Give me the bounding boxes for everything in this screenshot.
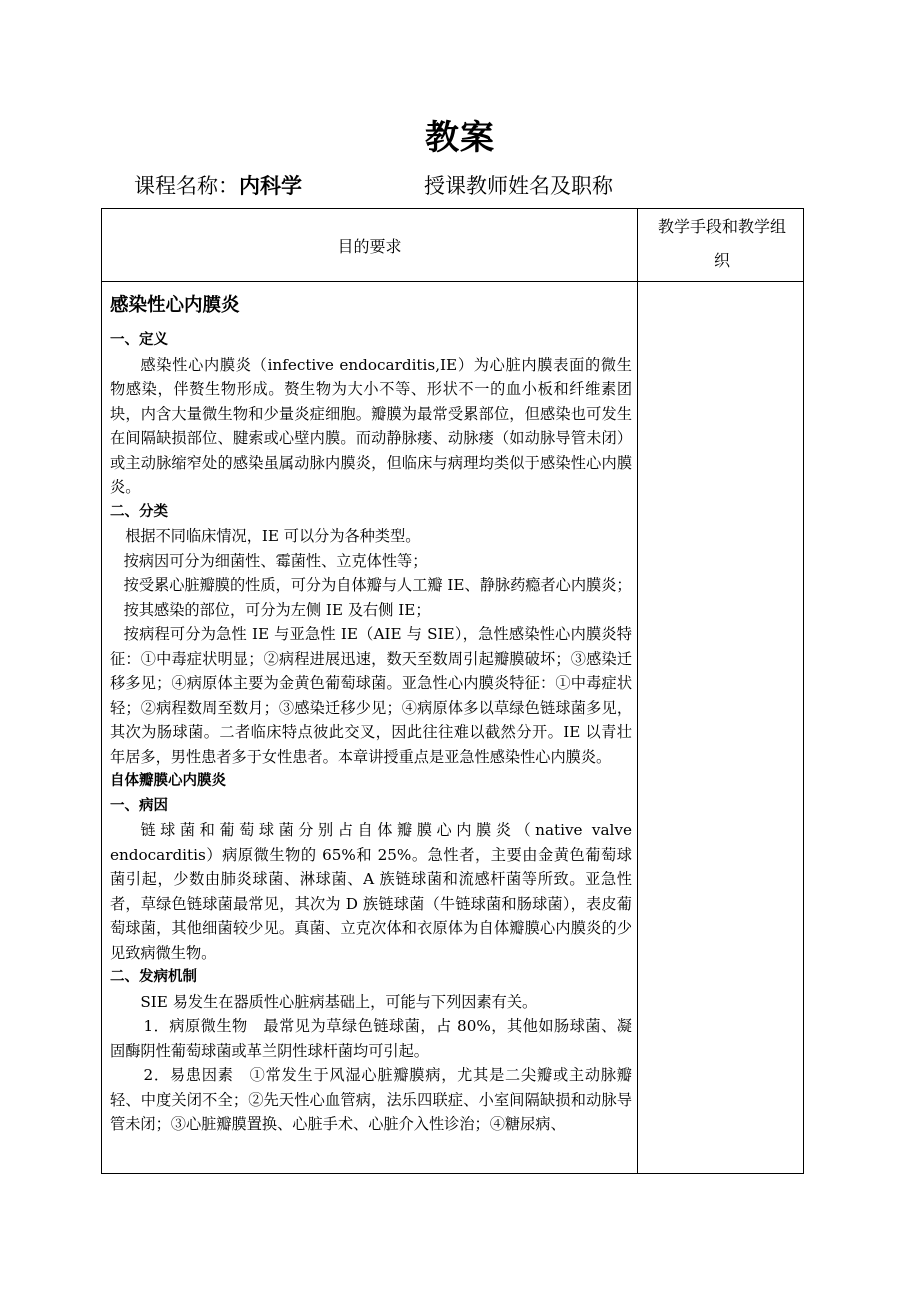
course-label: 课程名称： bbox=[134, 174, 239, 198]
column-divider bbox=[637, 208, 638, 1174]
classification-by-site: 按其感染的部位，可分为左侧 IE 及右侧 IE； bbox=[123, 600, 431, 619]
pathogenesis-risk-factors: 2．易患因素 ①常发生于风湿心脏瓣膜病，尤其是二尖瓣或主动脉瓣轻、中度关闭不全；②先天性心血管病，法乐四联症、小室间隔缺损和动脉导管未闭；③心脏瓣膜置换、心脏手术、心脏介入性诊治；④糖尿病、 bbox=[110, 1066, 632, 1133]
subtopic-title: 自体瓣膜心内膜炎 bbox=[110, 773, 226, 789]
etiology-paragraph: endocarditis）病原微生物的 65%和 25%。急性者，主要由金黄色葡萄球菌引起，少数由肺炎球菌、淋球菌、A 族链球菌和流感杆菌等所致。亚急性者，草绿色链球菌最常见，其次为 D 族链球菌（牛链球菌和肠球菌），表皮葡萄球菌，其他细菌较少见。真菌、立克次体和衣原体为自体瓣膜心内膜炎的少见致病微生物。 bbox=[110, 845, 632, 962]
lesson-content bbox=[110, 286, 632, 1137]
header-objectives: 目的要求 bbox=[337, 236, 402, 256]
header-teaching-methods bbox=[646, 210, 798, 278]
header-teaching-methods-line2: 织 bbox=[713, 251, 730, 270]
classification-intro: 根据不同临床情况，IE 可以分为各种类型。 bbox=[125, 527, 421, 545]
course-name: 内科学 bbox=[239, 174, 302, 198]
header-teaching-methods-line1: 教学手段和教学组 bbox=[657, 217, 786, 236]
pathogenesis-intro: SIE 易发生在器质性心脏病基础上，可能与下列因素有关。 bbox=[140, 992, 538, 1011]
pathogenesis-pathogens: 1．病原微生物 最常见为草绿色链球菌，占 80%，其他如肠球菌、凝固酶阴性葡萄球菌或革兰阴性球杆菌均可引起。 bbox=[110, 1017, 632, 1060]
etiology-first-line: 链球菌和葡萄球菌分别占自体瓣膜心内膜炎（native valve bbox=[140, 821, 632, 839]
section-heading-classification: 二、分类 bbox=[110, 503, 168, 520]
main-title: 感染性心内膜炎 bbox=[110, 295, 240, 316]
teacher-label: 授课教师姓名及职称 bbox=[424, 174, 613, 198]
section-heading-pathogenesis: 二、发病机制 bbox=[110, 969, 197, 985]
section-heading-definition: 一、定义 bbox=[110, 332, 168, 348]
classification-by-course: 按病程可分为急性 IE 与亚急性 IE（AIE 与 SIE），急性感染性心内膜炎特征：①中毒症状明显；②病程进展迅速，数天至数周引起瓣膜破坏；③感染迁移多见；④病原体主要为金黄色葡萄球菌。亚急性心内膜炎特征：①中毒症状轻；②病程数周至数月；③感染迁移少见；④病原体多以草绿色链球菌多见，其次为肠球菌。二者临床特点彼此交叉，因此往往难以截然分开。IE 以青壮年居多，男性患者多于女性患者。本章讲授重点是亚急性感染性心内膜炎。 bbox=[110, 625, 632, 766]
course-name-row bbox=[134, 170, 302, 200]
header-divider bbox=[101, 281, 804, 282]
document-title: 教案 bbox=[425, 118, 495, 158]
section-heading-etiology: 一、病因 bbox=[110, 797, 168, 814]
definition-paragraph: 感染性心内膜炎（infective endocarditis,IE）为心脏内膜表面的微生物感染，伴赘生物形成。赘生物为大小不等、形状不一的血小板和纤维素团块，内含大量微生物和少量炎症细胞。瓣膜为最常受累部位，但感染也可发生在间隔缺损部位、腱索或心壁内膜。而动静脉瘘、动脉瘘（如动脉导管未闭）或主动脉缩窄处的感染虽属动脉内膜炎，但临床与病理均类似于感染性心内膜炎。 bbox=[110, 355, 632, 496]
classification-by-valve: 按受累心脏瓣膜的性质，可分为自体瓣与人工瓣 IE、静脉药瘾者心内膜炎； bbox=[123, 576, 632, 594]
classification-by-cause: 按病因可分为细菌性、霉菌性、立克体性等； bbox=[123, 551, 428, 570]
